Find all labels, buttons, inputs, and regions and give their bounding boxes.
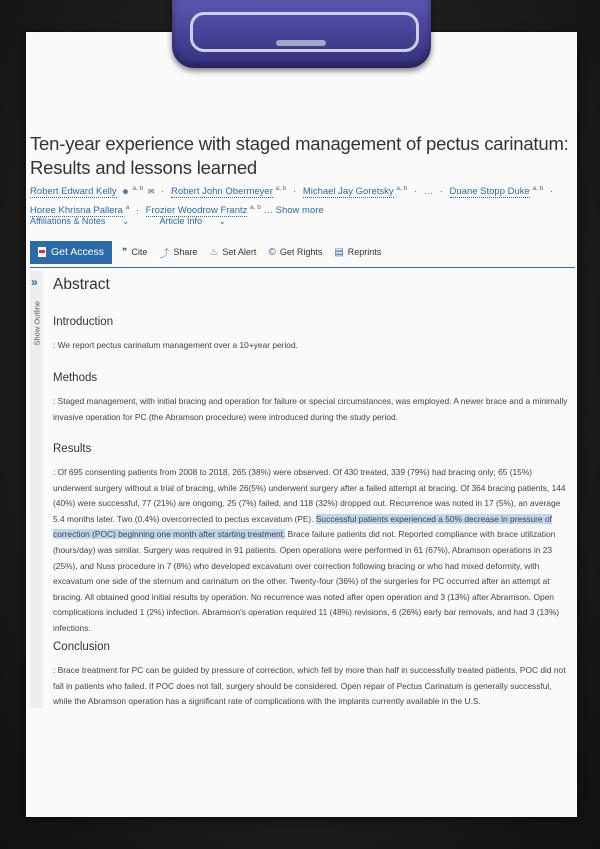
person-icon: ☻ (121, 187, 130, 197)
author-link[interactable]: Horee Khrisna Pallera (30, 205, 123, 217)
conclusion-heading: Conclusion (53, 641, 110, 653)
reprints-button[interactable]: ▤ Reprints (334, 246, 382, 258)
cite-button[interactable]: ❞ Cite (122, 246, 148, 258)
email-icon[interactable]: ✉ (147, 187, 155, 197)
get-access-button[interactable]: Get Access (30, 241, 112, 264)
chevron-down-icon: ⌄ (218, 216, 227, 226)
bell-icon: ♨ (209, 246, 219, 258)
article-title: Ten-year experience with staged management of pectus carinatum: Results and lessons learned (30, 133, 569, 178)
show-outline-label: Show Outline (32, 300, 42, 346)
author-link[interactable]: Robert Edward Kelly (30, 186, 117, 198)
abstract-heading: Abstract (53, 276, 110, 293)
share-button[interactable]: ⤴ Share (159, 245, 197, 260)
document-icon: ▤ (334, 246, 344, 258)
chevron-down-icon: ⌄ (121, 216, 130, 226)
author-affiliation: a (125, 204, 130, 212)
quote-icon: ❞ (122, 246, 128, 258)
introduction-text: : We report pectus carinatum management over a 10+year period. (53, 340, 298, 350)
article-info-toggle[interactable]: Article Info ⌄ (159, 216, 227, 226)
author-list: Robert Edward Kelly ☻ $^{a, b}$ ✉ · Robert John Obermeyer $^{a, b}$ · Michael Jay Goretsky $^{a, b}$ · … · Duane Stopp Duke $^{a, b}$ · Horee Khrisna Pallera $^a$ · Frozier Woodrow Frantz $^{a, b}$ … Show more (30, 185, 554, 217)
clipboard-clip (172, 0, 431, 68)
author-ellipsis: … (423, 186, 434, 198)
highlighted-text[interactable]: Successful patients experienced a 50% decrease in pressure of correction (POC) beginning one month after starting treatment. (53, 513, 552, 540)
author-link[interactable]: Frozier Woodrow Frantz (145, 205, 248, 217)
introduction-heading: Introduction (53, 316, 114, 328)
results-text: : Of 695 consenting patients from 2008 to 2018, 265 (38%) were observed. Of 430 treated, 339 (79%) had bracing only; 65 (15%) underwent surgery without a trial of bracing, while 26(5%) underwent surgery after a failed attempt at bracing. Of 364 bracing patients, 144 (40%) were successful, 77 (21%) are ongoing, 25 (7%) failed, and 118 (32%) dropped out. Recurrence was noted in 17 (5%), an average 5.4 months later. Two (0.4%) overcorrected to pectus excavatum (PE). Successful patients experienced a 50% decrease in pressure of correction (POC) beginning one month after starting treatment. Brace failure patients did not. Reported compliance with brace utilization (hours/day) was similar. Surgery was required in 91 patients. Open operations were performed in 61 (67%), Abramson operations in 23 (25%), and Nuss procedure in 7 (8%) who developed excavatum over correction following bracing or who had mixed deformity, with excavatum one side of the sternum and carinatum on the other. Twenty-four (36%) of the surgeries for PC occurred after an attempt at bracing. All obtained good initial results by operation. No recurrence was noted after open operation and 3 (13%) after Abramson. Open complications included 1 (2%) infection. Abramson's operation required 11 (48%) revisions, 6 (26%) early bar removals, and had 3 (13%) infections. (53, 467, 566, 633)
set-alert-button[interactable]: ♨ Set Alert (209, 246, 257, 258)
share-icon: ⤴ (159, 248, 170, 260)
author-link[interactable]: Robert John Obermeyer (170, 186, 273, 198)
get-rights-button[interactable]: © Get Rights (268, 246, 323, 258)
author-affiliation: a, b (275, 185, 287, 192)
show-more-link[interactable]: Show more (275, 205, 324, 217)
conclusion-text: : Brace treatment for PC can be guided by pressure of correction, which fell by more than half in successfully treated patients. POC did not fall in patients who failed. If POC does not fall, surgery should be considered. Open repair of Pectus Carinatum is generally successful, while the Abramson operation has a significant rate of complications with the implants currently available in the U.S. (53, 665, 566, 707)
author-ellipsis: … (263, 205, 273, 217)
article-toolbar (30, 237, 575, 268)
author-affiliation: a, b (132, 185, 144, 192)
author-affiliation: a, b (396, 185, 408, 192)
author-link[interactable]: Duane Stopp Duke (449, 186, 530, 198)
methods-text: : Staged management, with initial bracing and operation for failure or special circumstances, was employed. A newer brace and a minimally invasive operation for PC (the Abramson procedure) were introduced during the study period. (53, 396, 568, 422)
methods-heading: Methods (53, 372, 98, 384)
copyright-icon: © (268, 246, 276, 258)
author-affiliation: a, b (532, 185, 544, 192)
double-chevron-right-icon[interactable]: » (31, 275, 38, 289)
author-link[interactable]: Michael Jay Goretsky (302, 186, 394, 198)
author-affiliation: a, b (250, 204, 261, 212)
article-meta-links (30, 216, 254, 227)
pdf-icon (38, 247, 46, 257)
affiliations-toggle[interactable]: Affiliations & Notes ⌄ (30, 216, 130, 226)
results-heading: Results (53, 443, 92, 455)
outline-sidebar[interactable] (30, 271, 43, 708)
